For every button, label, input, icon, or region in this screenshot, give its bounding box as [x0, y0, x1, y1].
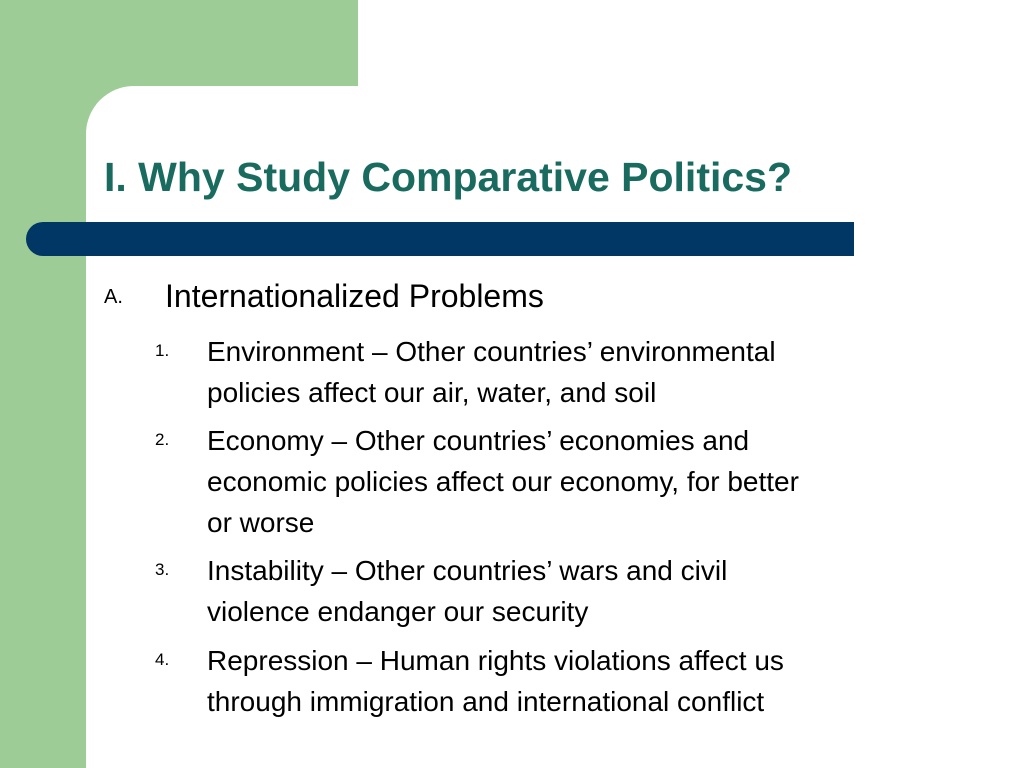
item-text-line: economic policies affect our economy, for better — [207, 466, 799, 497]
item-text-line: through immigration and international conflict — [207, 686, 765, 717]
item-text-line: Instability – Other countries’ wars and civil — [207, 555, 728, 586]
item-text — [207, 420, 947, 543]
item-text-line: or worse — [207, 507, 315, 538]
item-text — [207, 331, 947, 413]
item-text — [207, 640, 947, 722]
title-underline-bar — [26, 222, 854, 256]
section-heading: Internationalized Problems — [165, 278, 544, 314]
item-number: 2. — [155, 430, 170, 449]
item-text — [207, 550, 947, 632]
item-text-line: violence endanger our security — [207, 596, 589, 627]
item-number: 3. — [155, 560, 170, 579]
slide-title: I. Why Study Comparative Politics? — [104, 154, 793, 200]
item-text-line: Repression – Human rights violations affect us — [207, 645, 784, 676]
item-text-line: Economy – Other countries’ economies and — [207, 425, 750, 456]
item-number: 1. — [155, 341, 170, 360]
item-number: 4. — [155, 650, 170, 669]
outline-marker: A. — [104, 286, 123, 308]
item-text-line: policies affect our air, water, and soil — [207, 377, 657, 408]
item-text-line: Environment – Other countries’ environmental — [207, 336, 776, 367]
